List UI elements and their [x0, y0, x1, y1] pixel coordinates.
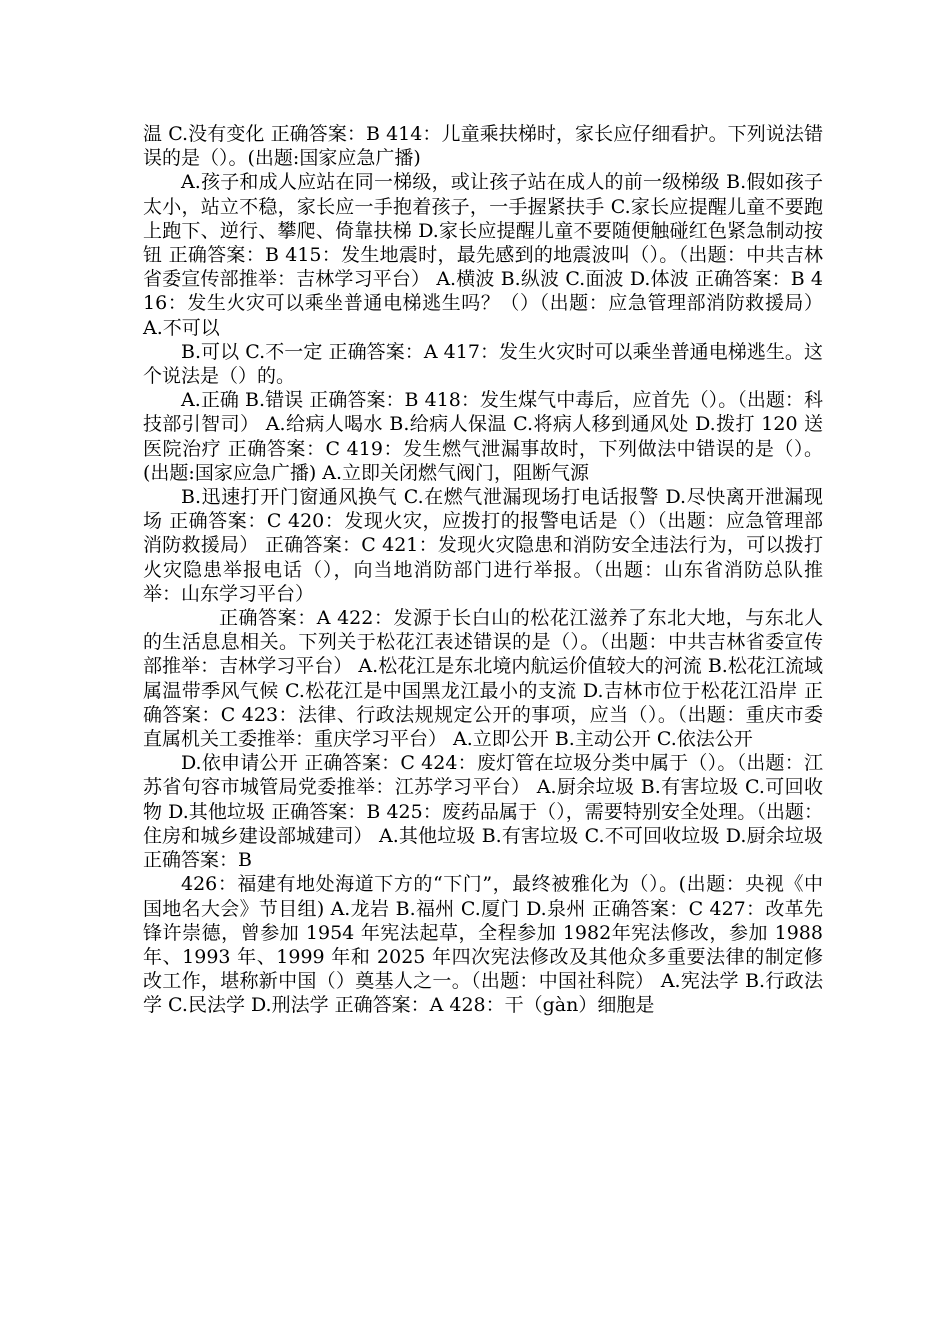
paragraph-6: 正确答案：A 422：发源于长白山的松花江滋养了东北大地，与东北人的生活息息相关。下列关于松花江表述错误的是（）。（出题：中共吉林省委宣传部推举：吉林学习平台） A.松花江是东北境内航运价值较大的河流 B.松花江流域属温带季风气候 C.松花江是中国黑龙江最小的支流 D.吉林市位于松花江沿岸 正确答案：C 423：法律、行政法规规定公开的事项，应当（）。（出题：重庆市委直属机关工委推举：重庆学习平台） A.立即公开 B.主动公开 C.依法公开: [143, 607, 823, 751]
paragraph-5: B.迅速打开门窗通风换气 C.在燃气泄漏现场打电话报警 D.尽快离开泄漏现场 正确答案：C 420：发现火灾，应拨打的报警电话是（）（出题：应急管理部消防救援局） 正确答案：C 421：发现火灾隐患和消防安全违法行为，可以拨打火灾隐患举报电话（），向当地消防部门进行举报。（出题：山东省消防总队推举：山东学习平台）: [143, 486, 823, 605]
paragraph-1: 温 C.没有变化 正确答案：B 414：儿童乘扶梯时，家长应仔细看护。下列说法错误的是（）。(出题:国家应急广播): [143, 123, 823, 170]
document-page: [143, 122, 823, 1018]
paragraph-2: A.孩子和成人应站在同一梯级，或让孩子站在成人的前一级梯级 B.假如孩子太小，站立不稳，家长应一手抱着孩子，一手握紧扶手 C.家长应提醒儿童不要跑上跑下、逆行、攀爬、倚靠扶梯 D.家长应提醒儿童不要随便触碰红色紧急制动按钮 正确答案：B 415：发生地震时，最先感到的地震波叫（）。（出题：中共吉林省委宣传部推举：吉林学习平台） A.横波 B.纵波 C.面波 D.体波 正确答案：B 416：发生火灾可以乘坐普通电梯逃生吗？（）（出题：应急管理部消防救援局） A.不可以: [143, 171, 823, 339]
paragraph-7: D.依申请公开 正确答案：C 424：废灯管在垃圾分类中属于（）。（出题：江苏省句容市城管局党委推举：江苏学习平台） A.厨余垃圾 B.有害垃圾 C.可回收物 D.其他垃圾 正确答案：B 425：废药品属于（），需要特别安全处理。（出题：住房和城乡建设部城建司） A.其他垃圾 B.有害垃圾 C.不可回收垃圾 D.厨余垃圾 正确答案：B: [143, 752, 823, 872]
paragraph-4: A.正确 B.错误 正确答案：B 418：发生煤气中毒后，应首先（）。（出题：科技部引智司） A.给病人喝水 B.给病人保温 C.将病人移到通风处 D.拨打 120 送医院治疗 正确答案：C 419：发生燃气泄漏事故时，下列做法中错误的是（）。(出题:国家应急广播) A.立即关闭燃气阀门，阻断气源: [143, 389, 823, 484]
paragraph-8: 426：福建有地处海道下方的“下门”，最终被雅化为（）。(出题：央视《中国地名大会》节目组) A.龙岩 B.福州 C.厦门 D.泉州 正确答案：C 427：改革先锋许崇德，曾参加 1954 年宪法起草，全程参加 1982年宪法修改，参加 1988 年、1993 年、1999 年和 2025 年四次宪法修改及其他众多重要法律的制定修改工作，堪称新中国（）奠基人之一。（出题：中国社科院） A.宪法学 B.行政法学 C.民法学 D.刑法学 正确答案：A 428：干（gàn）细胞是: [143, 873, 823, 1017]
paragraph-3: B.可以 C.不一定 正确答案：A 417：发生火灾时可以乘坐普通电梯逃生。这个说法是（）的。: [143, 340, 823, 388]
